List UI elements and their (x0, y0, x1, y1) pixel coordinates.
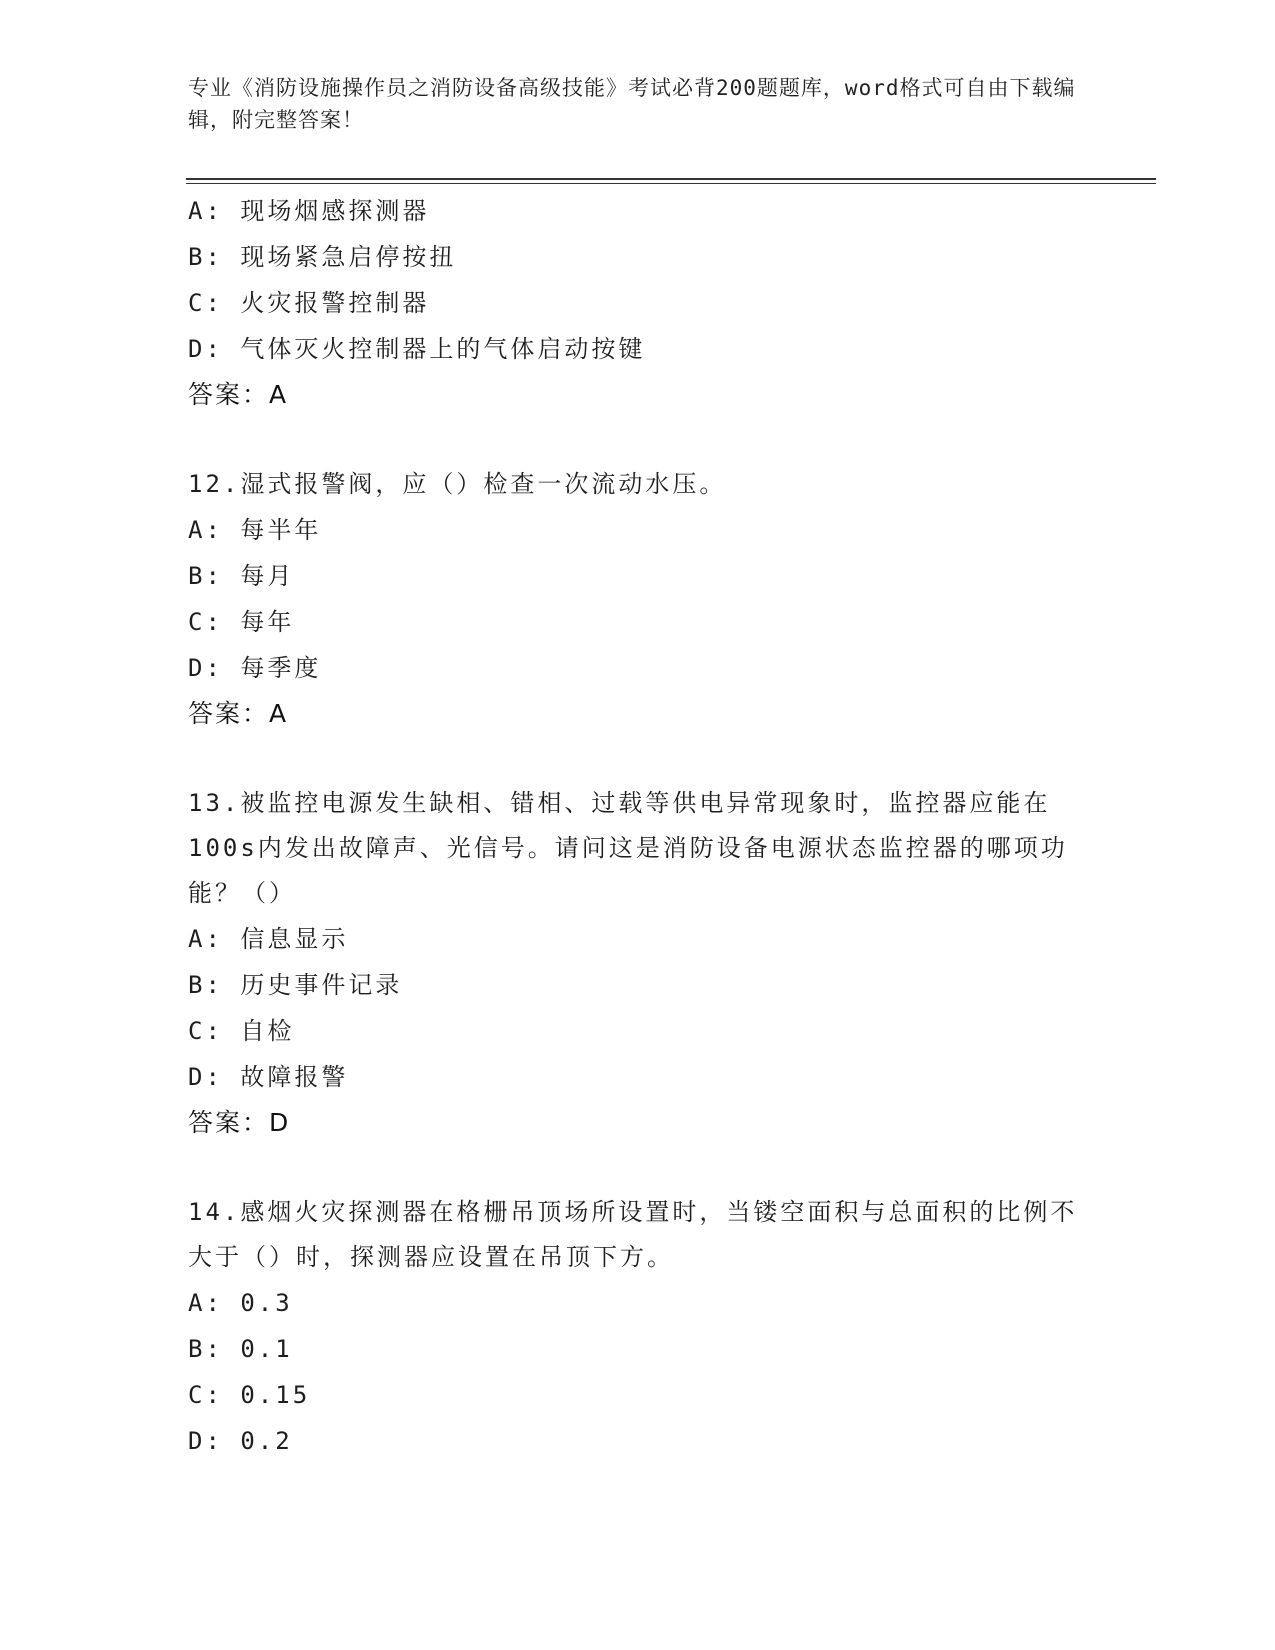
option-c: C: 每年 (188, 608, 295, 636)
question-text: 13.被监控电源发生缺相、错相、过载等供电异常现象时，监控器应能在100s内发出故障声、光信号。请问这是消防设备电源状态监控器的哪项功能？（） (188, 789, 1068, 907)
option-a: A: 0.3 (188, 1289, 293, 1317)
option-b: B: 历史事件记录 (188, 971, 403, 999)
answer: 答案：D (188, 1108, 291, 1137)
option-c: C: 火灾报警控制器 (188, 289, 430, 317)
question-14 (188, 1190, 1088, 1464)
answer: 答案：A (188, 699, 289, 728)
option-c: C: 0.15 (188, 1381, 311, 1409)
question-text: 12.湿式报警阀，应（）检查一次流动水压。 (188, 470, 727, 498)
header-rule (186, 178, 1156, 180)
option-d: D: 每季度 (188, 654, 322, 682)
document-header: 专业《消防设施操作员之消防设备高级技能》考试必背200题题库，word格式可自由下载编辑，附完整答案！ (188, 76, 1076, 132)
option-d: D: 故障报警 (188, 1063, 349, 1091)
option-b: B: 每月 (188, 562, 295, 590)
option-d: D: 气体灭火控制器上的气体启动按键 (188, 335, 646, 363)
question-13 (188, 781, 1088, 1146)
option-b: B: 0.1 (188, 1335, 293, 1363)
option-b: B: 现场紧急启停按扭 (188, 243, 457, 271)
answer: 答案：A (188, 380, 289, 409)
option-c: C: 自检 (188, 1017, 295, 1045)
option-a: A: 现场烟感探测器 (188, 197, 430, 225)
option-d: D: 0.2 (188, 1427, 293, 1455)
question-12 (188, 462, 1088, 737)
content-area (188, 188, 1088, 1464)
option-a: A: 信息显示 (188, 925, 349, 953)
option-a: A: 每半年 (188, 516, 322, 544)
question-11-tail (188, 188, 1088, 418)
header-rule-thin (186, 183, 1156, 184)
question-text: 14.感烟火灾探测器在格栅吊顶场所设置时，当镂空面积与总面积的比例不大于（）时，探测器应设置在吊顶下方。 (188, 1198, 1078, 1271)
